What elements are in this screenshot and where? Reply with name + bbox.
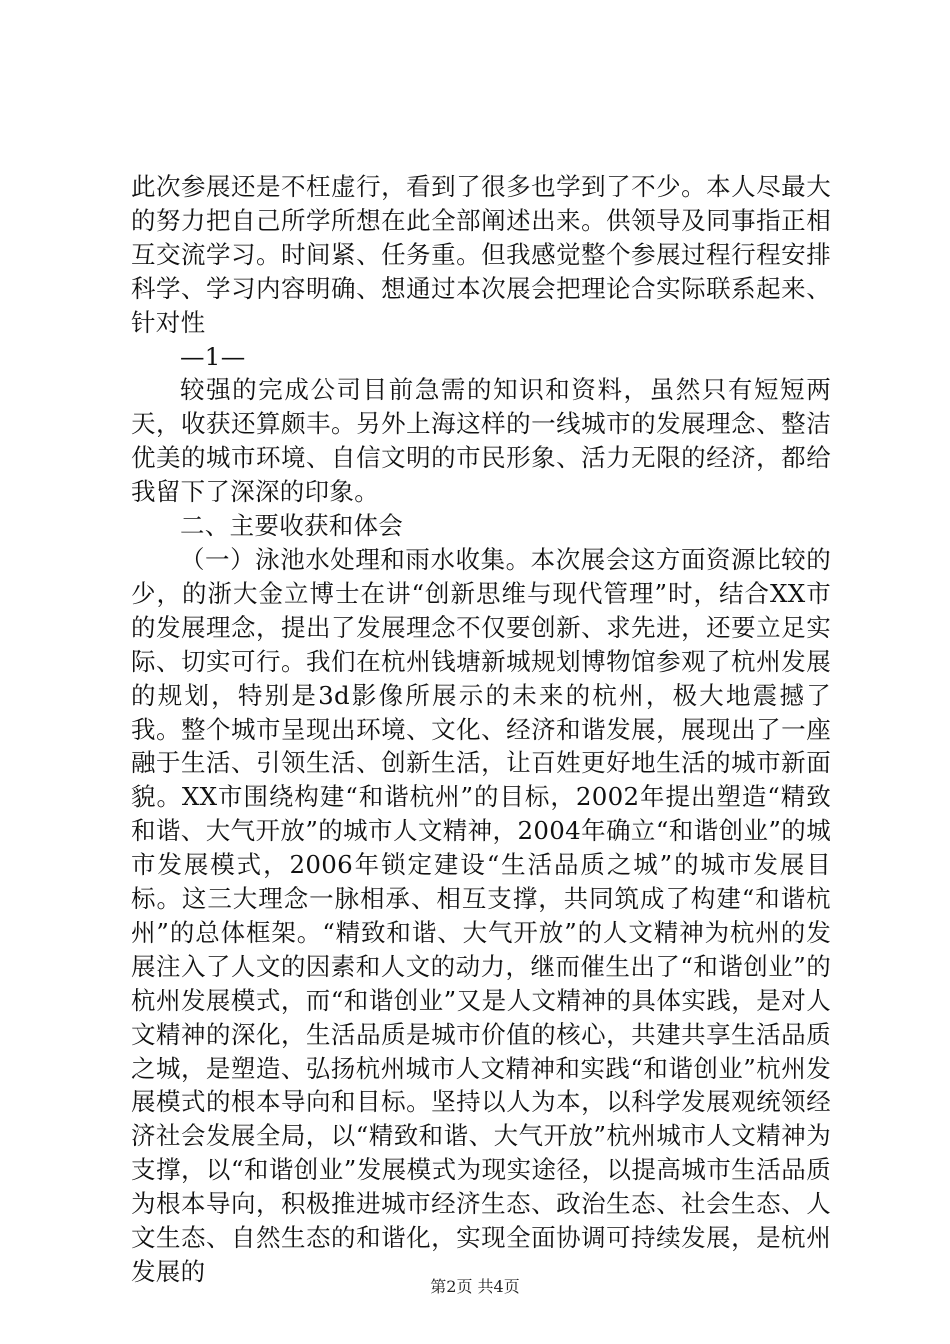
page-footer: 第2页 共4页 bbox=[430, 1277, 520, 1296]
paragraph-intro: 此次参展还是不枉虚行，看到了很多也学到了不少。本人尽最大的努力把自己所学所想在此全部阐述出来。供领导及同事指正相互交流学习。时间紧、任务重。但我感觉整个参展过程行程安排科学、学习内容明确、想通过本次展会把理论合实际联系起来、针对性 bbox=[131, 172, 831, 337]
document-body bbox=[131, 170, 831, 1289]
section-heading: 二、主要收获和体会 bbox=[180, 511, 404, 541]
paragraph-main: （一）泳池水处理和雨水收集。本次展会这方面资源比较的少，的浙大金立博士在讲“创新思维与现代管理”时，结合XX市的发展理念，提出了发展理念不仅要创新、求先进，还要立足实际、切实可行。我们在杭州钱塘新城规划博物馆参观了杭州发展的规划，特别是3d影像所展示的未来的杭州，极大地震撼了我。整个城市呈现出环境、文化、经济和谐发展，展现出了一座融于生活、引领生活、创新生活，让百姓更好地生活的城市新面貌。XX市围绕构建“和谐杭州”的目标，2002年提出塑造“精致和谐、大气开放”的城市人文精神，2004年确立“和谐创业”的城市发展模式，2006年锁定建设“生活品质之城”的城市发展目标。这三大理念一脉相承、相互支撑，共同筑成了构建“和谐杭州”的总体框架。“精致和谐、大气开放”的人文精神为杭州的发展注入了人文的因素和人文的动力，继而催生出了“和谐创业”的杭州发展模式，而“和谐创业”又是人文精神的具体实践，是对人文精神的深化，生活品质是城市价值的核心，共建共享生活品质之城，是塑造、弘扬杭州城市人文精神和实践“和谐创业”杭州发展模式的根本导向和目标。坚持以人为本，以科学发展观统领经济社会发展全局，以“精致和谐、大气开放”杭州城市人文精神为支撑，以“和谐创业”发展模式为现实途径，以提高城市生活品质为根本导向，积极推进城市经济生态、政治生态、社会生态、人文生态、自然生态的和谐化，实现全面协调可持续发展，是杭州发展的 bbox=[131, 544, 831, 1286]
paragraph-continuation: 较强的完成公司目前急需的知识和资料，虽然只有短短两天，收获还算颇丰。另外上海这样的一线城市的发展理念、整洁优美的城市环境、自信文明的市民形象、活力无限的经济，都给我留下了深深的印象。 bbox=[131, 375, 831, 507]
inline-page-number: —1— bbox=[180, 341, 246, 371]
